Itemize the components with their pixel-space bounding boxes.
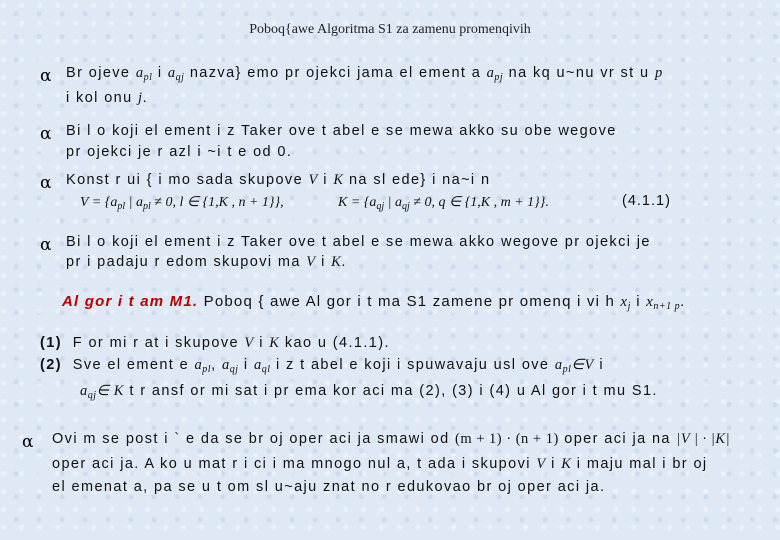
symbol-K: K bbox=[561, 456, 572, 472]
symbol-K: K bbox=[269, 335, 280, 351]
symbol-apl: $a_{pl}$ bbox=[194, 357, 212, 375]
final-line-1: Ovi m se post i ` e da se br oj oper aci ja smawi od (m + 1) · (n + 1) oper aci ja na |V | · |K| bbox=[52, 431, 731, 447]
text-span: i bbox=[321, 254, 326, 270]
condition-aqj-in-K: $a_{qj}\in$ K bbox=[80, 383, 124, 401]
symbol-aqj: $a_{qj}$ bbox=[167, 65, 185, 83]
algorithm-heading: Al gor i t am M1. Poboq { awe Al gor i t ma S1 zamene pr omenq i vi h $x_j$ i $x_{n+1 p}$. bbox=[62, 293, 686, 312]
text-span: pr i padaju r edom skupovi ma bbox=[66, 254, 301, 270]
text-span: Konst r ui { i mo sada skupove bbox=[66, 172, 304, 188]
equation-V: $V = \{a_{pl}$ | $a_{pl} \ne 0$, l ∈ {1,K , n + 1}}, bbox=[80, 195, 284, 212]
symbol-xj: $x_j$ bbox=[620, 294, 631, 312]
algorithm-step-2-line-2: $a_{qj}\in$ K t r ansf or mi sat i pr ema kor aci ma (2), (3) i (4) u Al gor i t mu S1. bbox=[80, 383, 658, 401]
operation-count-expression: (m + 1) · (n + 1) bbox=[455, 431, 559, 447]
symbol-K: K bbox=[331, 254, 342, 270]
symbol-j: j bbox=[138, 90, 143, 106]
text-span: i bbox=[323, 172, 328, 188]
page-title: Poboq{awe Algoritma S1 za zamenu promenqivih bbox=[249, 22, 531, 37]
algorithm-name: Al gor i t am M1. bbox=[62, 293, 199, 310]
bullet-1-line-1 bbox=[66, 63, 663, 88]
bullet-3-line-1 bbox=[66, 170, 490, 191]
text-span: i kol onu bbox=[66, 90, 133, 106]
symbol-V: V bbox=[308, 172, 318, 188]
reduced-count-expression: |V | · |K| bbox=[676, 431, 731, 447]
step-label: (2) bbox=[40, 357, 62, 373]
symbol-V: V bbox=[536, 456, 546, 472]
algorithm-step-2: (2) Sve el ement e $a_{pl}$, $a_{qj}$ i $a_{ql}$ i z t abel e koji i spuwavaju usl ove $a_{pl}\in V$ i bbox=[40, 357, 604, 375]
bullet-2-line-1: Bi l o koji el ement i z Taker ove t abel e se mewa akko su obe wegove bbox=[66, 123, 617, 139]
symbol-K: K bbox=[333, 172, 344, 188]
bullet-alpha-icon: α bbox=[40, 124, 52, 144]
bullet-alpha-icon: α bbox=[40, 235, 52, 255]
algorithm-step-1: (1) F or mi r at i skupove V i K kao u (4.1.1). bbox=[40, 335, 390, 351]
bullet-4-line-2: pr i padaju r edom skupovi ma V i K. bbox=[66, 254, 347, 270]
symbol-apj: $a_{pj}$ bbox=[486, 65, 504, 83]
condition-apl-in-V: $a_{pl}\in V$ bbox=[554, 357, 594, 375]
symbol-V: V bbox=[306, 254, 316, 270]
final-line-2: oper aci ja. A ko u mat r i ci i ma mnogo nul a, t ada i skupovi V i K i maju mal i br oj bbox=[52, 456, 708, 472]
equation-K: $K = \{a_{qj}$ | $a_{qj} \ne 0$, q ∈ {1,K , m + 1}}. bbox=[338, 195, 549, 212]
equation-number: (4.1.1) bbox=[622, 193, 671, 209]
bullet-alpha-icon: α bbox=[22, 432, 34, 452]
bullet-alpha-icon: α bbox=[40, 66, 52, 86]
bullet-4-line-1: Bi l o koji el ement i z Taker ove t abel e se mewa akko wegove pr ojekci je bbox=[66, 234, 651, 250]
symbol-aql: $a_{ql}$ bbox=[253, 357, 271, 375]
symbol-xn1p: $x_{n+1 p}$ bbox=[646, 294, 681, 312]
final-line-3: el emenat a, pa se u t om sl u~aju znat no r edukovao br oj oper aci ja. bbox=[52, 479, 606, 495]
text-span: Br ojeve bbox=[66, 65, 131, 81]
symbol-p: p bbox=[654, 65, 663, 81]
text-span: na sl ede} i na~i n bbox=[348, 172, 491, 188]
text-span: na kq u~nu vr st u bbox=[508, 65, 650, 81]
bullet-1-line-2: i kol onu j. bbox=[66, 90, 149, 106]
algorithm-description: Poboq { awe Al gor i t ma S1 zamene pr omenq i vi h bbox=[203, 293, 616, 310]
text-span: nazva} emo pr ojekci jama el ement a bbox=[189, 65, 482, 81]
step-label: (1) bbox=[40, 335, 62, 351]
symbol-aqj: $a_{qj}$ bbox=[221, 357, 239, 375]
symbol-V: V bbox=[244, 335, 254, 351]
text-span: i bbox=[157, 65, 163, 81]
bullet-2-line-2: pr ojekci je r azl i ~i t e od 0. bbox=[66, 144, 293, 160]
symbol-apl: $a_{pl}$ bbox=[135, 65, 153, 83]
bullet-alpha-icon: α bbox=[40, 173, 52, 193]
